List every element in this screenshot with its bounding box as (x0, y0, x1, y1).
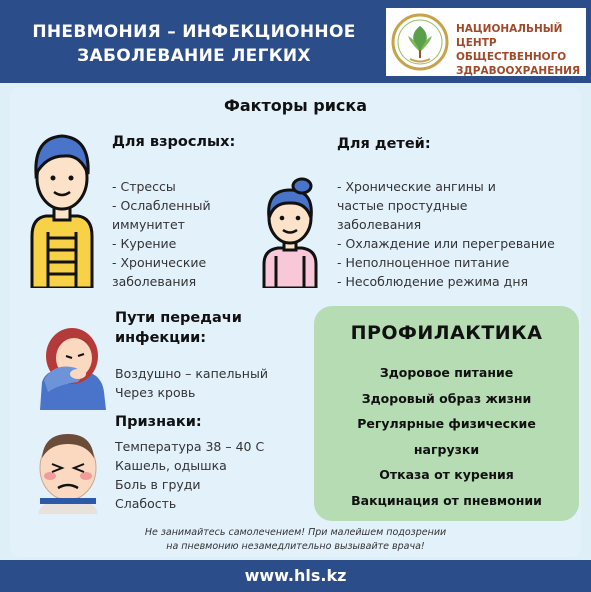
list-item: Через кровь (115, 385, 196, 400)
transmission-heading (115, 308, 242, 348)
list-item: - Курение (112, 236, 177, 251)
list-item: заболевания (112, 274, 197, 289)
risk-factors-title: Факторы риска (223, 96, 368, 115)
warning-note (0, 526, 591, 554)
title-line-2: ЗАБОЛЕВАНИЕ ЛЕГКИХ (77, 46, 311, 66)
list-item: - Хронические ангины и (337, 179, 496, 194)
symptoms-list (115, 437, 264, 513)
list-item: - Несоблюдение режима дня (337, 274, 529, 289)
header-banner (0, 0, 591, 83)
website-link[interactable]: www.hls.kz (244, 566, 347, 585)
children-list (337, 177, 555, 291)
ornament-emblem-icon (390, 12, 450, 72)
logo-line-1: НАЦИОНАЛЬНЫЙ ЦЕНТР (456, 23, 563, 49)
list-item: - Охлаждение или перегревание (337, 236, 555, 251)
list-item: заболевания (337, 217, 422, 232)
warning-note-line-1: Не занимайтесь самолечением! При малейшем подозрении (144, 527, 447, 538)
list-item: частые простудные (337, 198, 468, 213)
list-item: - Неполноценное питание (337, 255, 510, 270)
list-item: - Стрессы (112, 179, 176, 194)
list-item: Слабость (115, 496, 177, 511)
page-title (14, 20, 374, 68)
list-item: - Хронические (112, 255, 207, 270)
sick-face-icon (32, 428, 104, 514)
warning-note-line-2: на пневмонию незамедлительно вызывайте врача! (166, 541, 425, 552)
list-item: Вакцинация от пневмонии (351, 492, 542, 508)
list-item: Отказа от курения (379, 467, 514, 482)
girl-icon (258, 176, 322, 288)
list-item: Здоровое питание (379, 365, 514, 380)
logo-line-3: ЗДРАВООХРАНЕНИЯ (456, 65, 581, 77)
logo (386, 8, 586, 76)
transmission-list (115, 364, 268, 402)
adults-list (112, 177, 211, 291)
list-item: Температура 38 – 40 С (115, 439, 265, 454)
symptoms-heading: Признаки: (115, 414, 202, 430)
list-item: - Ослабленный (112, 198, 211, 213)
list-item: Воздушно – капельный (115, 366, 268, 381)
prevention-list (314, 360, 579, 513)
prevention-card (314, 306, 579, 521)
list-item: Здоровый образ жизни (361, 390, 532, 406)
list-item: Регулярные физические (357, 416, 536, 431)
coughing-woman-icon (30, 322, 114, 410)
list-item: Боль в груди (115, 477, 201, 492)
list-item: нагрузки (413, 441, 480, 457)
children-heading: Для детей: (337, 136, 431, 152)
footer-banner (0, 560, 591, 592)
transmission-heading-line-2: инфекции: (115, 330, 207, 346)
logo-text (456, 22, 586, 78)
adults-heading: Для взрослых: (112, 134, 236, 150)
transmission-heading-line-1: Пути передачи (115, 310, 242, 326)
title-line-1: ПНЕВМОНИЯ – ИНФЕКЦИОННОЕ (32, 22, 356, 42)
logo-line-2: ОБЩЕСТВЕННОГО (456, 51, 567, 63)
man-icon (24, 132, 100, 288)
list-item: Кашель, одышка (115, 458, 227, 473)
prevention-title: ПРОФИЛАКТИКА (350, 322, 543, 344)
list-item: иммунитет (112, 217, 185, 232)
